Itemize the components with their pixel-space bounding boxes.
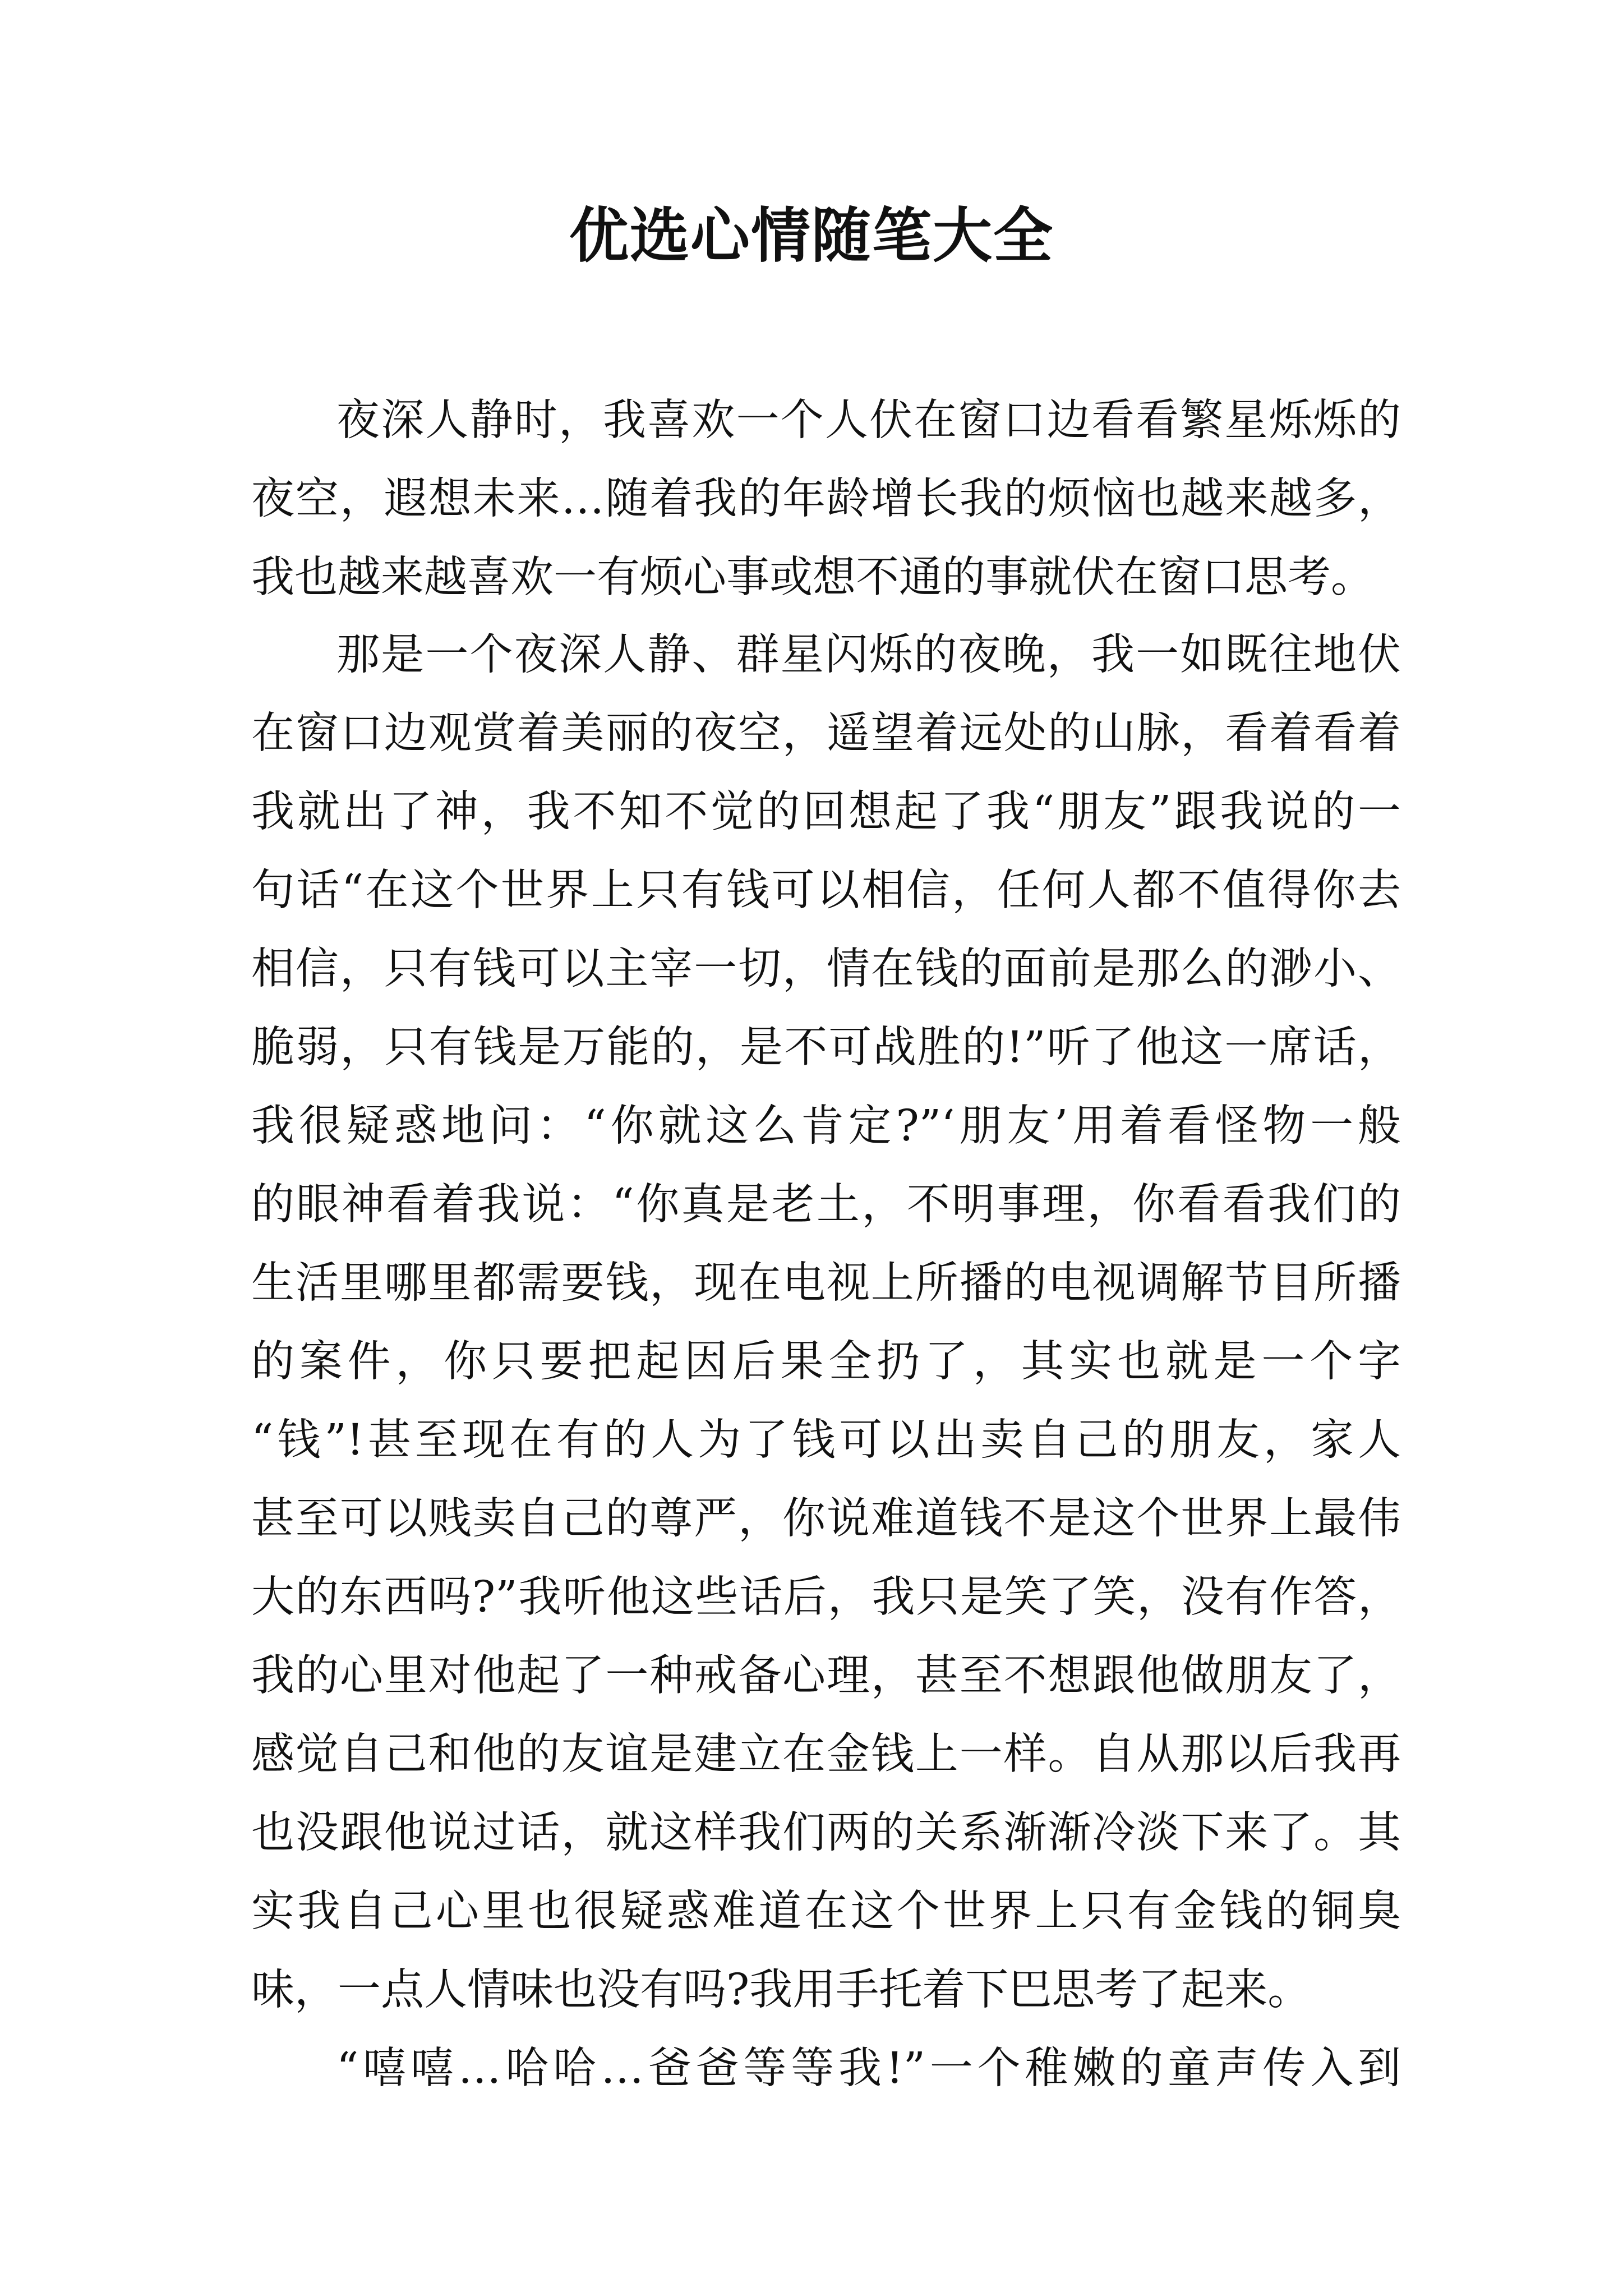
body-line: “嘻嘻…哈哈…爸爸等等我!”一个稚嫩的童声传入到 (336, 2044, 1401, 2093)
body-line: 脆弱，只有钱是万能的，是不可战胜的!”听了他这一席话， (251, 1023, 1401, 1073)
body-line: 相信，只有钱可以主宰一切，情在钱的面前是那么的渺小、 (251, 944, 1401, 994)
body-line: 实我自己心里也很疑惑难道在这个世界上只有金钱的铜臭 (251, 1887, 1401, 1936)
body-line: 夜空，遐想未来…随着我的年龄增长我的烦恼也越来越多， (251, 474, 1401, 524)
body-line: 的案件，你只要把起因后果全扔了，其实也就是一个字 (251, 1337, 1401, 1387)
body-line: “钱”!甚至现在有的人为了钱可以出卖自己的朋友，家人 (251, 1415, 1401, 1465)
body-line: 生活里哪里都需要钱，现在电视上所播的电视调解节目所播 (251, 1258, 1401, 1308)
body-line: 我的心里对他起了一种戒备心理，甚至不想跟他做朋友了， (251, 1651, 1401, 1701)
body-line: 也没跟他说过话，就这样我们两的关系渐渐冷淡下来了。其 (251, 1808, 1401, 1858)
body-line: 我也越来越喜欢一有烦心事或想不通的事就伏在窗口思考。 (251, 553, 1374, 602)
document-title: 优选心情随笔大全 (569, 200, 1054, 270)
body-line: 感觉自己和他的友谊是建立在金钱上一样。自从那以后我再 (251, 1729, 1401, 1779)
body-line: 甚至可以贱卖自己的尊严，你说难道钱不是这个世界上最伟 (251, 1494, 1401, 1544)
body-line: 我很疑惑地问：“你就这么肯定?”‘朋友’用着看怪物一般 (251, 1101, 1401, 1151)
body-line: 句话“在这个世界上只有钱可以相信，任何人都不值得你去 (251, 866, 1401, 915)
body-line: 的眼神看着我说：“你真是老土，不明事理，你看看我们的 (251, 1180, 1401, 1230)
body-line: 夜深人静时，我喜欢一个人伏在窗口边看看繁星烁烁的 (336, 395, 1401, 445)
body-line: 大的东西吗?”我听他这些话后，我只是笑了笑，没有作答， (251, 1572, 1401, 1622)
body-line: 那是一个夜深人静、群星闪烁的夜晚，我一如既往地伏 (336, 630, 1401, 680)
body-line: 味，一点人情味也没有吗?我用手托着下巴思考了起来。 (251, 1965, 1311, 2015)
body-line: 在窗口边观赏着美丽的夜空，遥望着远处的山脉，看着看着 (251, 708, 1401, 758)
body-line: 我就出了神，我不知不觉的回想起了我“朋友”跟我说的一 (251, 787, 1401, 837)
